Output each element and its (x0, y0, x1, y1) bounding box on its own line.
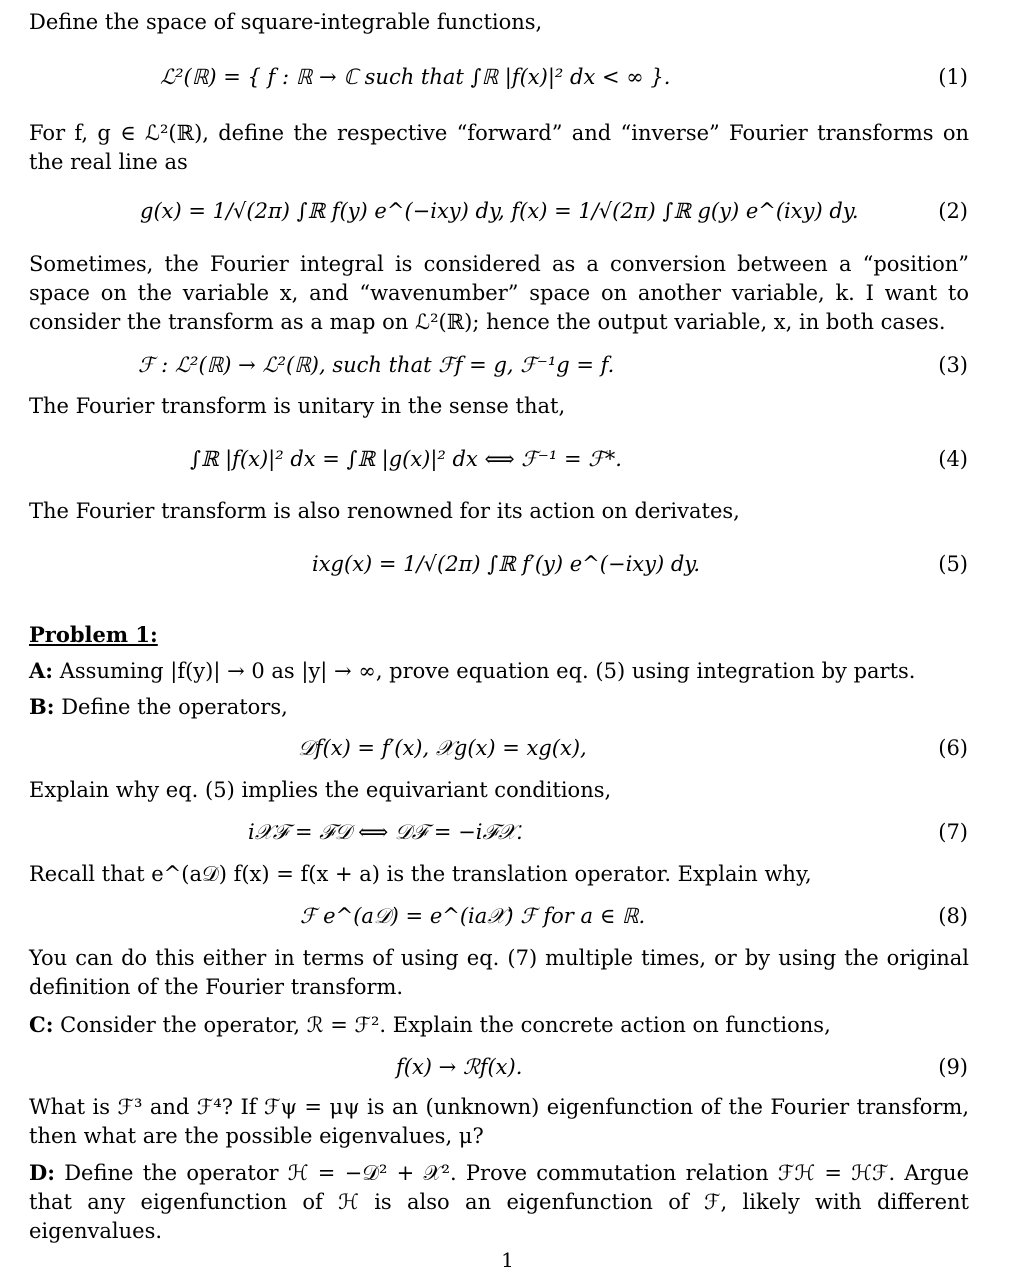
part-d-paragraph (29, 1158, 969, 1246)
page-number: 1 (501, 1248, 514, 1272)
part-a-text: Assuming |f(y)| → 0 as |y| → ∞, prove equation eq. (5) using integration by parts. (53, 659, 916, 683)
part-c-label: C: (29, 1012, 54, 1037)
part-d-text: Define the operator ℋ = −𝒟² + 𝒳². Prove commutation relation ℱℋ = ℋℱ. Argue that any eigenfunction of ℋ is also an eigenfunction of ℱ, likely with different eigenvalues. (29, 1161, 969, 1243)
equation-7-body: i𝒳ℱ = ℱ𝒟 ⟺ 𝒟ℱ = −iℱ𝒳. (248, 820, 523, 844)
translation-paragraph: Recall that e^(a𝒟) f(x) = f(x + a) is the translation operator. Explain why, (29, 862, 812, 886)
part-a-paragraph (29, 656, 969, 686)
part-c-text: Consider the operator, ℛ = ℱ². Explain the concrete action on functions, (53, 1013, 831, 1037)
part-b-paragraph (29, 692, 969, 722)
equation-4-number: (4) (938, 447, 968, 471)
part-b-label: B: (29, 694, 55, 719)
method-paragraph: You can do this either in terms of using eq. (7) multiple times, or by using the original definition of the Fourier transform. (29, 946, 969, 999)
part-b-text: Define the operators, (54, 695, 288, 719)
position-wavenumber-paragraph: Sometimes, the Fourier integral is considered as a conversion between a “position” space on the variable x, and “wavenumber” space on another variable, k. I want to consider the transform as a map on ℒ²(ℝ); hence the output variable, x, in both cases. (29, 252, 969, 334)
equation-3-body: ℱ : ℒ²(ℝ) → ℒ²(ℝ), such that ℱf = g, ℱ⁻¹g = f. (138, 353, 615, 377)
unitary-paragraph: The Fourier transform is unitary in the sense that, (29, 394, 566, 418)
equation-8-body: ℱ e^(a𝒟) = e^(ia𝒳) ℱ for a ∈ ℝ. (300, 904, 646, 928)
equation-8-number: (8) (938, 904, 968, 928)
part-c-paragraph (29, 1010, 969, 1040)
equivariant-paragraph: Explain why eq. (5) implies the equivariant conditions, (29, 778, 612, 802)
equation-2-number: (2) (938, 199, 968, 223)
equation-7-number: (7) (938, 820, 968, 844)
equation-9-body: f(x) → ℛf(x). (396, 1055, 523, 1079)
part-d-label: D: (29, 1160, 55, 1185)
equation-1-number: (1) (938, 65, 968, 89)
equation-5-body: ixg(x) = 1/√(2π) ∫ℝ f′(y) e^(−ixy) dy. (312, 552, 701, 576)
transform-definition-paragraph: For f, g ∈ ℒ²(ℝ), define the respective “forward” and “inverse” Fourier transforms on the real line as (29, 121, 969, 174)
equation-9-number: (9) (938, 1055, 968, 1079)
eigenvalue-paragraph: What is ℱ³ and ℱ⁴? If ℱψ = μψ is an (unknown) eigenfunction of the Fourier transform, then what are the possible eigenvalues, μ? (29, 1095, 969, 1148)
equation-6-number: (6) (938, 736, 968, 760)
equation-1-body: ℒ²(ℝ) = { f : ℝ → ℂ such that ∫ℝ |f(x)|² dx < ∞ }. (160, 65, 671, 89)
equation-4-body: ∫ℝ |f(x)|² dx = ∫ℝ |g(x)|² dx ⟺ ℱ⁻¹ = ℱ*. (190, 447, 622, 471)
problem-title: Problem 1: (29, 622, 158, 647)
derivative-paragraph: The Fourier transform is also renowned for its action on derivates, (29, 499, 740, 523)
part-a-label: A: (29, 658, 54, 683)
equation-3-number: (3) (938, 353, 968, 377)
intro-paragraph: Define the space of square-integrable functions, (29, 10, 543, 34)
equation-2-body: g(x) = 1/√(2π) ∫ℝ f(y) e^(−ixy) dy, f(x) = 1/√(2π) ∫ℝ g(y) e^(ixy) dy. (140, 199, 859, 223)
equation-5-number: (5) (938, 552, 968, 576)
equation-6-body: 𝒟f(x) = f′(x), 𝒳g(x) = xg(x), (298, 736, 587, 760)
